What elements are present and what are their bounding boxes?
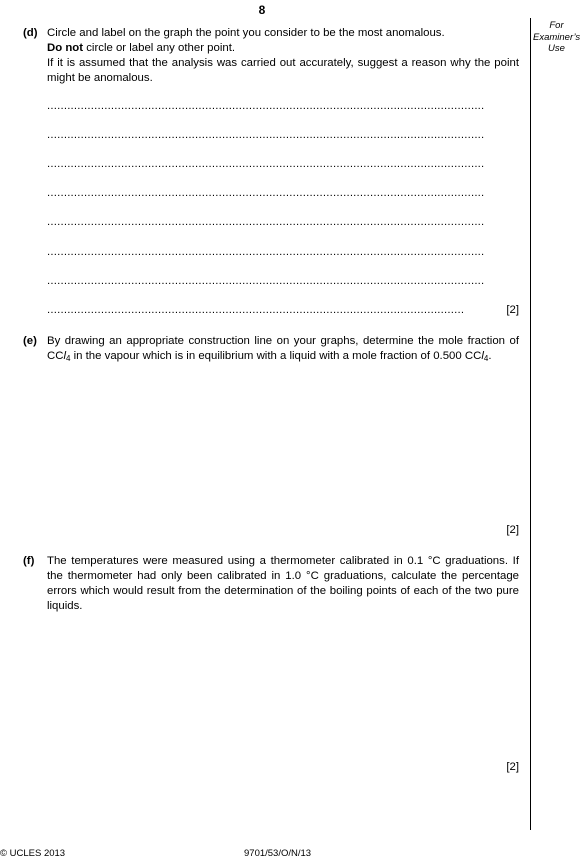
answer-line[interactable]: .................................................................................................................................. <box>47 275 485 287</box>
subscript: 4 <box>65 354 71 363</box>
part-f-question: The temperatures were measured using a thermometer calibrated in 0.1 °C graduations. If the thermometer had only been calibrated in 1.0 °C graduations, calculate the percentage errors which would result from the determination of the boiling points of each of the two pure liquids. <box>47 555 519 612</box>
part-d-question <box>47 26 519 86</box>
part-f-label: (f) <box>23 555 35 567</box>
footer-paper-code: 9701/53/O/N/13 <box>244 848 312 859</box>
chem-l: l <box>481 350 484 362</box>
part-e-text-a: By drawing an appropriate construction line on your graphs, determine the mole fraction of CC <box>47 335 519 362</box>
part-d-line1: Circle and label on the graph the point you consider to be the most anomalous. <box>47 27 445 39</box>
part-d-line2 <box>47 41 519 56</box>
page-number: 8 <box>258 3 266 17</box>
part-f-working-space[interactable] <box>47 620 519 750</box>
part-e-label: (e) <box>23 335 37 347</box>
answer-line[interactable]: .................................................................................................................................. <box>47 187 485 199</box>
footer-copyright: © UCLES 2013 <box>0 848 66 859</box>
margin-note-line: Use <box>548 43 565 54</box>
chem-l: l <box>63 350 66 362</box>
subscript: 4 <box>483 354 489 363</box>
answer-line[interactable]: .................................................................................................................................. <box>47 158 485 170</box>
part-e-text-b: in the vapour which is in equilibrium with a liquid with a mole fraction of 0.500 CC <box>70 350 482 362</box>
part-d-bold-lead: Do not <box>47 42 84 54</box>
answer-line-last[interactable]: ............................................................................................................................ <box>47 304 465 316</box>
answer-line[interactable]: .................................................................................................................................. <box>47 100 485 112</box>
answer-line[interactable]: .................................................................................................................................. <box>47 246 485 258</box>
examiner-margin-rule <box>530 18 531 830</box>
answer-line[interactable]: .................................................................................................................................. <box>47 216 485 228</box>
examiner-use-note <box>533 20 580 55</box>
part-e-question <box>47 334 519 364</box>
part-d-line2-rest: circle or label any other point. <box>83 42 236 54</box>
part-e-working-space[interactable] <box>47 385 519 515</box>
part-d-line3: If it is assumed that the analysis was carried out accurately, suggest a reason why the point might be anomalous. <box>47 57 519 84</box>
part-e-mark: [2] <box>506 524 519 536</box>
part-d-label: (d) <box>23 27 38 39</box>
part-d-mark: [2] <box>506 304 519 316</box>
margin-note-line: For <box>549 20 564 31</box>
answer-line[interactable]: .................................................................................................................................. <box>47 129 485 141</box>
part-e-text-end: . <box>488 350 492 362</box>
margin-note-line: Examiner’s <box>533 31 580 43</box>
part-f-mark: [2] <box>506 761 519 773</box>
